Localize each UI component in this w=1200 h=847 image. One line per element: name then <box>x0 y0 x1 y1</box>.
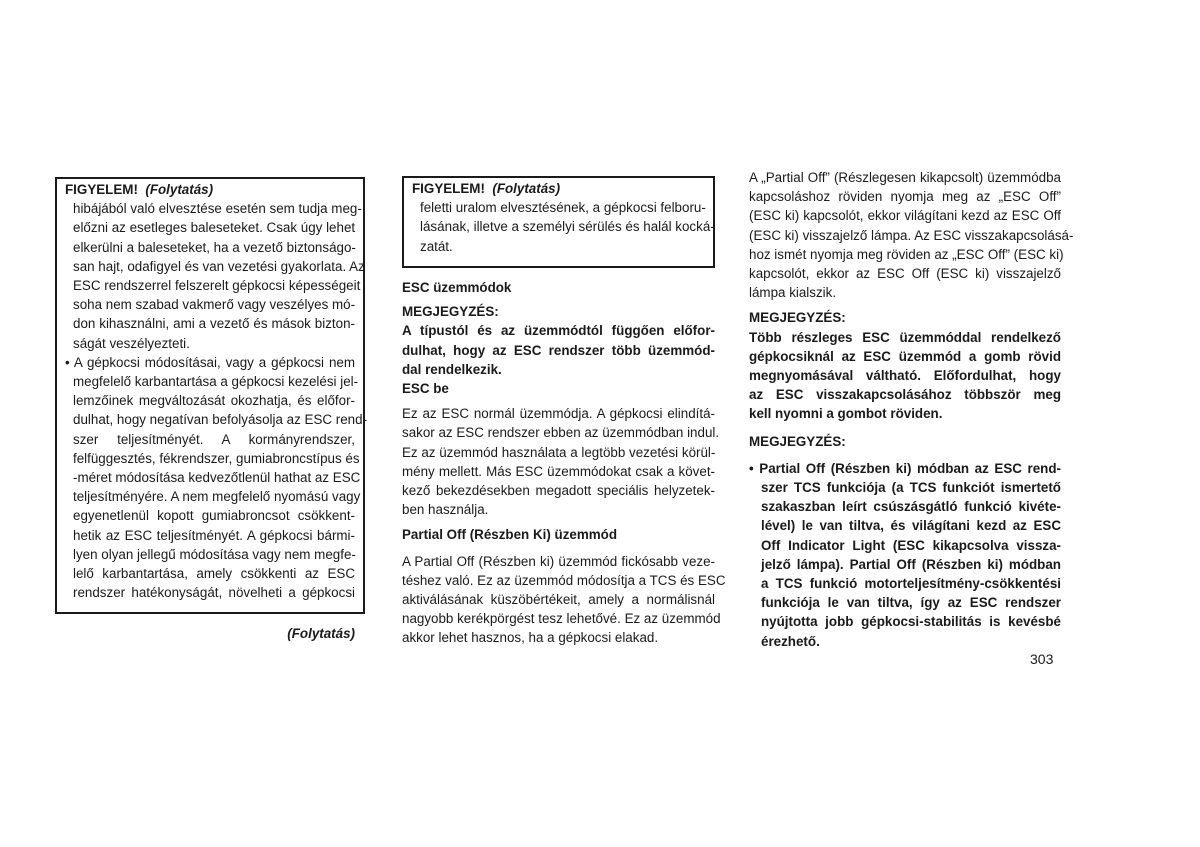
text-line: zatát. <box>420 238 453 254</box>
text-line: aktiválásának küszöbértékeit, amely a normálisnál <box>402 592 715 608</box>
text-line: megnyomásával váltható. Előfordulhat, hogy <box>749 368 1061 384</box>
bullet-item <box>57 353 368 603</box>
section-heading: ESC üzemmódok <box>402 280 512 295</box>
warning-continued: (Folytatás) <box>145 182 214 197</box>
text-line: előzni az esetleges baleseteket. Csak úgy lehet <box>73 220 356 236</box>
text-line: szer TCS funkciója (a TCS funkciót ismertető <box>761 480 1061 496</box>
text-line: (ESC ki) visszajelző lámpa. Az ESC visszakapcsolásá- <box>749 227 1074 243</box>
text-line: jelző lámpa). Partial Off (Részben ki) módban <box>761 556 1061 572</box>
text-line: dulhat, hogy az ESC rendszer több üzemmód- <box>402 342 715 358</box>
warning-box <box>402 176 715 268</box>
warning-text <box>404 198 713 256</box>
text-line: Ez az ESC normál üzemmódja. A gépkocsi elindítá- <box>402 406 715 422</box>
text-line: lyen olyan jellegű módosítása vagy nem megfe- <box>73 546 356 562</box>
text-line: A Partial Off (Részben ki) üzemmód fickósabb veze- <box>402 553 715 569</box>
text-line: gépkocsiknál az ESC üzemmód a gomb rövid <box>749 348 1061 364</box>
middle-column <box>402 176 726 648</box>
text-line: lemzőinek megváltozását okozhatja, és előfor- <box>73 393 355 409</box>
note-label: MEGJEGYZÉS: <box>749 310 846 326</box>
text-line: kező bekezdésekben megadott speciális helyzetek- <box>402 483 715 499</box>
text-line: teljesítményére. A nem megfelelő nyomású vagy <box>73 489 361 505</box>
text-line: Több részleges ESC üzemmóddal rendelkező <box>749 329 1061 345</box>
paragraph <box>749 168 1074 302</box>
text-line: Off Indicator Light (ESC kikapcsolva vissza- <box>761 537 1061 553</box>
text-line: az ESC visszakapcsolásához többször meg <box>749 387 1061 403</box>
note-label: MEGJEGYZÉS: <box>749 433 846 449</box>
section-heading: Partial Off (Részben Ki) üzemmód <box>402 527 618 543</box>
text-line: a TCS funkció motorteljesítmény-csökkentési <box>761 576 1061 592</box>
text-line: elkerülni a baleseteket, ha a vezető biztonságo- <box>73 239 356 255</box>
text-line: lével) le van tiltva, és világítani kezd az ESC <box>761 518 1061 534</box>
text-line: hibájából való elvesztése esetén sem tudja meg- <box>73 201 362 217</box>
section-heading: ESC be <box>402 381 449 397</box>
text-line: ESC rendszerrel felszerelt gépkocsi képességeit <box>73 278 361 294</box>
bullet-item <box>749 459 1061 651</box>
text-line: hetik az ESC teljesítményét. A gépkocsi bármi- <box>73 527 355 543</box>
warning-box <box>55 177 368 614</box>
page-number: 303 <box>1030 651 1054 667</box>
text-line: rendszer hatékonyságát, növelheti a gépkocsi <box>73 585 355 601</box>
warning-header <box>404 179 713 198</box>
text-line: lámpa kialszik. <box>749 285 837 301</box>
note-text <box>749 328 1061 424</box>
text-line: szer teljesítményét. A kormányrendszer, <box>73 431 355 447</box>
warning-label: FIGYELEM! <box>412 181 485 196</box>
text-line: hoz ismét nyomja meg röviden az „ESC Off” (ESC ki) <box>749 246 1064 262</box>
left-column <box>55 177 368 614</box>
right-column <box>749 168 1074 651</box>
text-line: nyújtotta jobb gépkocsi-stabilitás is kevésbé <box>761 614 1061 630</box>
text-line: ságát veszélyezteti. <box>73 335 190 351</box>
text-line: A „Partial Off” (Részlegesen kikapcsolt) üzemmódba <box>749 170 1061 185</box>
text-line: funkciója le van tiltva, így az ESC rendszer <box>761 595 1061 611</box>
text-line: (ESC ki) kapcsolót, ekkor világítani kezd az ESC Off <box>749 208 1061 224</box>
bullet-first-line: • Partial Off (Részben ki) módban az ESC rend- <box>749 460 1061 476</box>
text-line: mény mellett. Más ESC üzemmódokat csak a követ- <box>402 463 715 479</box>
text-line: kapcsolót, ekkor az ESC Off (ESC ki) visszajelző <box>749 266 1061 282</box>
text-line: don kihasználni, ami a vezető és mások bizton- <box>73 316 355 332</box>
text-line: feletti uralom elvesztésének, a gépkocsi felboru- <box>420 200 706 216</box>
warning-continued: (Folytatás) <box>492 181 561 196</box>
warning-header <box>57 180 363 199</box>
text-line: dal rendelkezik. <box>402 361 502 377</box>
text-line: dulhat, hogy negatívan befolyásolja az ESC rend- <box>73 412 368 428</box>
text-line: lelő karbantartása, amely csökkenti az ESC <box>73 566 355 582</box>
text-line: lásának, illetve a személyi sérülés és halál kocká- <box>420 219 715 235</box>
text-line: Ez az üzemmód használata a legtöbb vezetési körül- <box>402 444 716 460</box>
text-line: A típustól és az üzemmódtól függően előfor- <box>402 323 715 339</box>
text-line: san hajt, odafigyel és van vezetési gyakorlata. Az <box>73 258 365 274</box>
text-line: szakaszban leírt csúszásgátló funkció kivéte- <box>761 499 1061 515</box>
note-text <box>402 321 715 379</box>
text-line: ben használja. <box>402 502 489 518</box>
text-line: egyenetlenül kopott gumiabroncsot csökkent- <box>73 508 355 524</box>
warning-label: FIGYELEM! <box>65 182 138 197</box>
text-line: -méret módosítása kedvezőtlenül hathat az ESC <box>73 470 361 486</box>
text-line: érezhető. <box>761 633 820 649</box>
bullet-first-line: • A gépkocsi módosításai, vagy a gépkocsi nem <box>65 354 355 370</box>
text-line: sakor az ESC rendszer ebben az üzemmódban indul. <box>402 425 720 441</box>
text-line: kell nyomni a gombot röviden. <box>749 406 943 422</box>
text-line: felfüggesztés, fékrendszer, gumiabroncstípus és <box>73 450 360 466</box>
warning-text <box>57 199 363 353</box>
paragraph <box>402 404 720 519</box>
continued-label: (Folytatás) <box>287 626 355 641</box>
text-line: megfelelő karbantartása a gépkocsi kezelési jel- <box>73 374 359 390</box>
text-line: nagyobb kerékpörgést tesz lehetővé. Ez az üzemmód <box>402 611 721 627</box>
text-line: akkor lehet hasznos, ha a gépkocsi elakad. <box>402 630 659 646</box>
note-label: MEGJEGYZÉS: <box>402 304 499 320</box>
text-line: téshez való. Ez az üzemmód módosítja a TCS és ESC <box>402 572 726 588</box>
paragraph <box>402 552 726 648</box>
text-line: soha nem szabad vakmerő vagy veszélyes mó- <box>73 297 356 313</box>
text-line: kapcsoláshoz röviden nyomja meg az „ESC Off” <box>749 189 1061 205</box>
